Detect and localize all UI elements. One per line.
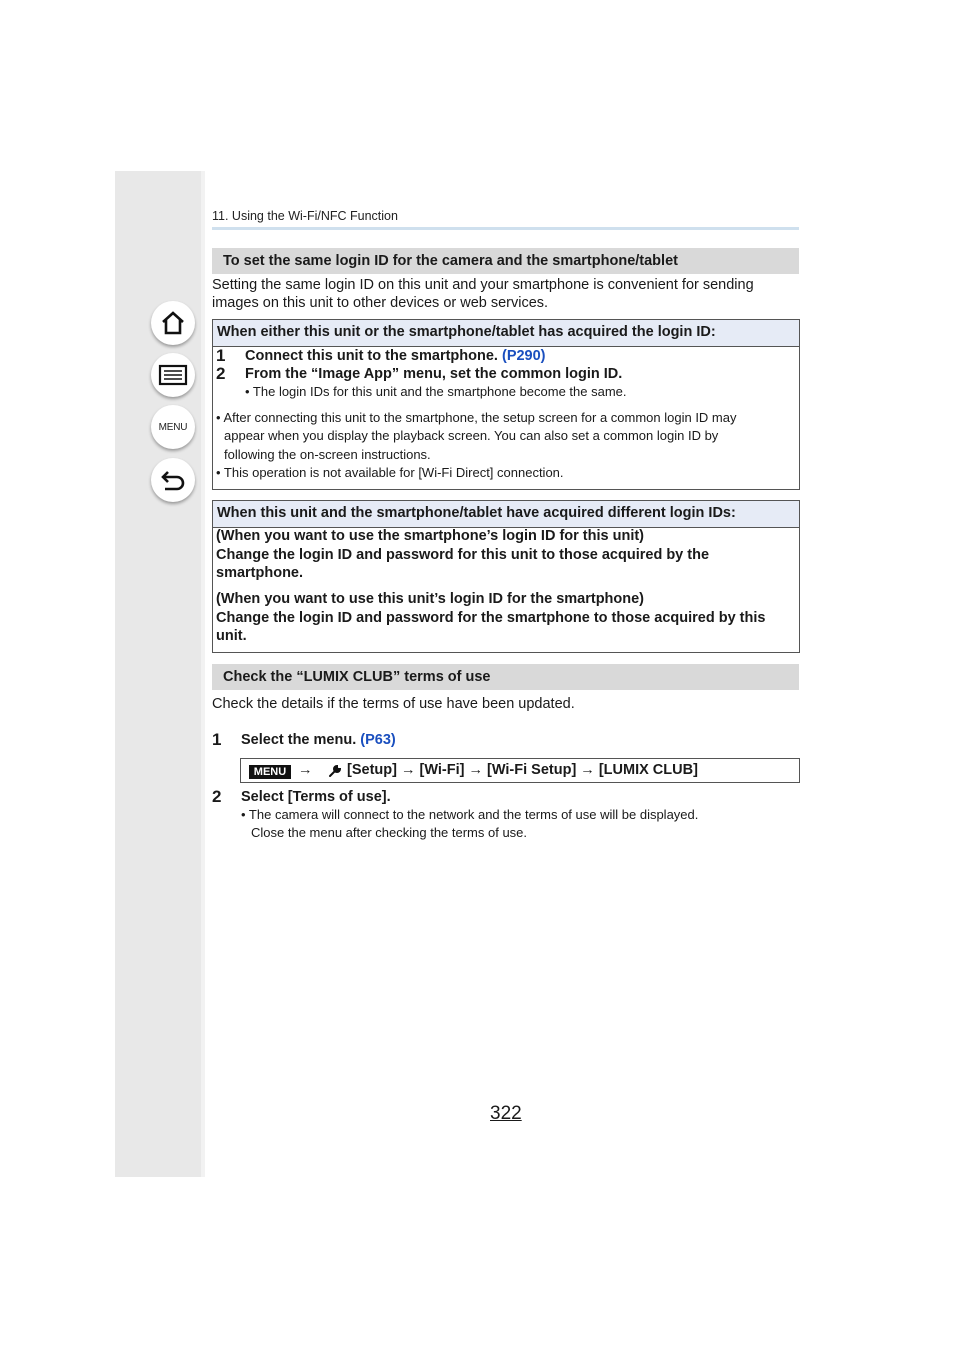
chapter-header: 11. Using the Wi-Fi/NFC Function bbox=[212, 209, 398, 223]
step-text bbox=[241, 732, 396, 748]
step-text: Select [Terms of use]. bbox=[241, 789, 391, 805]
menu-icon: MENU bbox=[249, 765, 291, 779]
case-text: unit. bbox=[216, 628, 247, 644]
note-line: following the on-screen instructions. bbox=[224, 447, 431, 462]
case-title: (When you want to use the smartphone’s login ID for this unit) bbox=[216, 528, 645, 544]
box-heading: When either this unit or the smartphone/tablet has acquired the login ID: bbox=[213, 320, 799, 347]
step-text: From the “Image App” menu, set the common login ID. bbox=[245, 366, 623, 382]
page-link-p63[interactable]: (P63) bbox=[360, 732, 396, 748]
step-text bbox=[245, 348, 546, 364]
intro-text: Check the details if the terms of use have been updated. bbox=[212, 696, 575, 712]
step-note: Close the menu after checking the terms of use. bbox=[251, 825, 528, 840]
step-note: • The login IDs for this unit and the smartphone become the same. bbox=[245, 384, 627, 399]
header-divider bbox=[212, 227, 799, 230]
menu-path-text: [Setup] → [Wi-Fi] → [Wi-Fi Setup] → [LUMIX CLUB] bbox=[347, 762, 698, 778]
menu-path-box bbox=[240, 758, 800, 783]
arrow: → bbox=[298, 762, 313, 778]
step-label: Connect this unit to the smartphone. bbox=[245, 348, 498, 364]
step-number: 2 bbox=[216, 364, 226, 383]
case-text: smartphone. bbox=[216, 565, 304, 581]
step-label: Select the menu. bbox=[241, 732, 357, 748]
back-arrow-icon bbox=[159, 467, 187, 493]
note-line: appear when you display the playback screen. You can also set a common login ID by bbox=[224, 428, 719, 443]
step-number: 2 bbox=[212, 787, 222, 806]
wrench-icon bbox=[328, 764, 342, 778]
page-number: 322 bbox=[490, 1103, 522, 1124]
step-number: 1 bbox=[216, 346, 226, 365]
case-text: Change the login ID and password for the smartphone to those acquired by this bbox=[216, 610, 766, 626]
case-text: Change the login ID and password for this unit to those acquired by the bbox=[216, 547, 710, 563]
contents-list-icon bbox=[158, 363, 188, 387]
note-line: • After connecting this unit to the smartphone, the setup screen for a common login ID may bbox=[216, 410, 737, 425]
menu-button[interactable] bbox=[151, 405, 195, 449]
page-link-p290[interactable]: (P290) bbox=[501, 348, 546, 364]
contents-button[interactable] bbox=[151, 353, 195, 397]
home-button[interactable] bbox=[151, 301, 195, 345]
intro-line-1: Setting the same login ID on this unit and your smartphone is convenient for sending bbox=[212, 277, 754, 293]
case-title: (When you want to use this unit’s login ID for the smartphone) bbox=[216, 591, 645, 607]
step-note: • The camera will connect to the network and the terms of use will be displayed. bbox=[241, 807, 699, 822]
menu-label: MENU bbox=[158, 421, 188, 433]
intro-line-2: images on this unit to other devices or web services. bbox=[212, 295, 549, 311]
home-icon bbox=[159, 309, 187, 337]
back-button[interactable] bbox=[151, 458, 195, 502]
section-title-login-id: To set the same login ID for the camera and the smartphone/tablet bbox=[212, 248, 799, 274]
step-number: 1 bbox=[212, 730, 222, 749]
section-title-terms: Check the “LUMIX CLUB” terms of use bbox=[212, 664, 799, 690]
box-heading: When this unit and the smartphone/tablet have acquired different login IDs: bbox=[213, 501, 799, 528]
note-line: • This operation is not available for [Wi-Fi Direct] connection. bbox=[216, 465, 564, 480]
sidebar-edge bbox=[201, 171, 205, 1177]
